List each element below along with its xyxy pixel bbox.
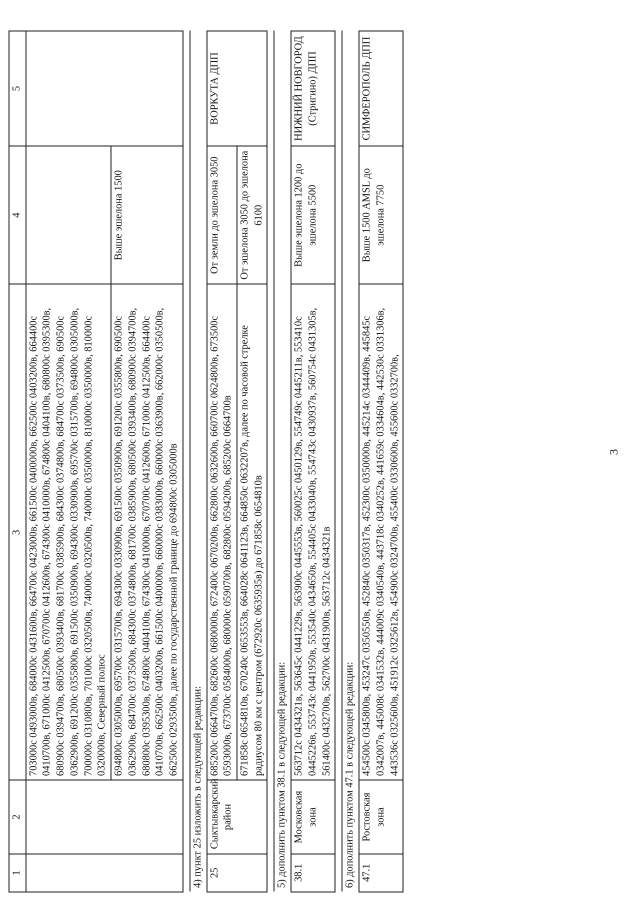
coords-cell: 454500с 0345800в, 453247с 0350550в, 452840с 0350317в, 452300с 0350000в, 445214с 0344409в, 445845с 0342007в, 445008с 0341532в, 444009с 0340540в, 443718с 0340252в, 441659с 0334604в, 442530с 0331306в, 443536с 0325600в, 451912с 0325612в, 454900с 0324700в, 455400с 0330600в, 455600с 0332700в, bbox=[359, 284, 403, 780]
table-row bbox=[291, 31, 335, 892]
unit-cell: СИМФЕРОПОЛЬ ДПП bbox=[359, 31, 403, 146]
altitude-cell: От земли до эшелона 3050 bbox=[206, 146, 236, 284]
coords-cell: 685200с 0664700в, 682600с 0680000в, 672400с 0670200в, 662800с 0632600в, 660700с 0624800в, 673500с 0593000в, 673700с 0584000в, 680000с 0590700в, 682800с 0594200в, 685200с 0664700в bbox=[206, 284, 236, 780]
table-header-row bbox=[9, 31, 26, 892]
coords-cell: 563712с 0434321в, 563645с 0441229в, 563900с 0445553в, 560025с 0450129в, 554749с 0445211в, 553410с 0445226в, 553743с 0441950в, 553540с 0434650в, 554405с 0433040в, 554743с 0430937в, 560754с 0431305в, 561400с 0432700в, 562700с 0431900в, 563712с 0434321в bbox=[291, 284, 335, 780]
altitude-cell: От эшелона 3050 до эшелона 6100 bbox=[237, 146, 267, 284]
zone-name: Сыктывкарский район bbox=[206, 780, 267, 853]
section-heading-row bbox=[342, 31, 359, 892]
coords-cell: 694800с 0305000в, 695700с 0315700в, 694300с 0330900в, 691500с 0350900в, 691200с 0355800в, 690500с 0362900в, 684700с 0373500в, 684300с 0374800в, 681700с 0385900в, 680500с 0393400в, 680900с 0394700в, 680800с 0395300в, 674800с 0404100в, 674300с 0410000в, 670700с 0412600в, 671000с 0412500в, 664400с 0410700в, 662500с 0403200в, 661500с 0400000в, 660000с 0383000в, 660000с 0363900в, 662000с 0350500в, 662500с 0293500в, далее по государственной границе до 694800с 0305000в bbox=[111, 284, 183, 780]
col-header-2: 2 bbox=[9, 780, 26, 853]
col-header-4: 4 bbox=[9, 146, 26, 284]
section-heading-row bbox=[274, 31, 291, 892]
altitude-cell: Выше эшелона 1200 до эшелона 5500 bbox=[291, 146, 335, 284]
section-heading: 4) пункт 25 изложить в следующей редакции: bbox=[189, 31, 206, 892]
table-row bbox=[237, 31, 267, 892]
col-header-5: 5 bbox=[9, 31, 26, 146]
table-row bbox=[206, 31, 236, 892]
col-header-3: 3 bbox=[9, 284, 26, 780]
item-number: 47.1 bbox=[359, 854, 403, 892]
coords-cell: 703000с 0493000в, 684000с 0431600в, 664700с 0423000в, 661500с 0400000в, 662500с 0403200в, 664400с 0410700в, 671000с 0412500в, 670700с 0412600в, 674300с 0410000в, 674800с 0404100в, 680800с 0395300в, 680900с 0394700в, 680500с 0393400в, 681700с 0385900в, 684300с 0374800в, 684700с 0373500в, 690500с 0362900в, 691200с 0355800в, 691500с 0350900в, 694300с 0330900в, 695700с 0315700в, 694800с 0305000в, 700000с 0310800в, 701000с 0320500в, 740000с 0320500в, 740000с 0350000в, 810000с 0350000в, 810000с 0320000в, Северный полюс bbox=[25, 284, 110, 780]
zone-name: Московская зона bbox=[291, 780, 335, 853]
col-header-1: 1 bbox=[9, 854, 26, 892]
section-heading-row bbox=[189, 31, 206, 892]
page-number: 3 bbox=[606, 449, 620, 455]
table-row bbox=[25, 31, 110, 892]
section-heading: 5) дополнить пунктом 38.1 в следующей редакции: bbox=[274, 31, 291, 892]
altitude-cell: Выше эшелона 1500 bbox=[111, 146, 183, 284]
table-row bbox=[359, 31, 403, 892]
unit-cell: ВОРКУТА ДПП bbox=[206, 31, 267, 146]
airspace-table bbox=[8, 31, 403, 893]
table-row bbox=[111, 31, 183, 892]
item-number: 25 bbox=[206, 854, 267, 892]
section-heading: 6) дополнить пунктом 47.1 в следующей редакции: bbox=[342, 31, 359, 892]
item-number: 38.1 bbox=[291, 854, 335, 892]
altitude-cell: Выше 1500 AMSL до эшелона 7750 bbox=[359, 146, 403, 284]
zone-name: Ростовская зона bbox=[359, 780, 403, 853]
unit-cell: НИЖНИЙ НОВГОРОД (Стригино) ДПП bbox=[291, 31, 335, 146]
coords-cell: 671858с 0654810в, 670240с 0653553в, 664028с 0641123в, 664850с 0632207в, далее по часовой стрелке радиусом 80 км с центром (672920с 0635935в) до 671858с 0654810в bbox=[237, 284, 267, 780]
